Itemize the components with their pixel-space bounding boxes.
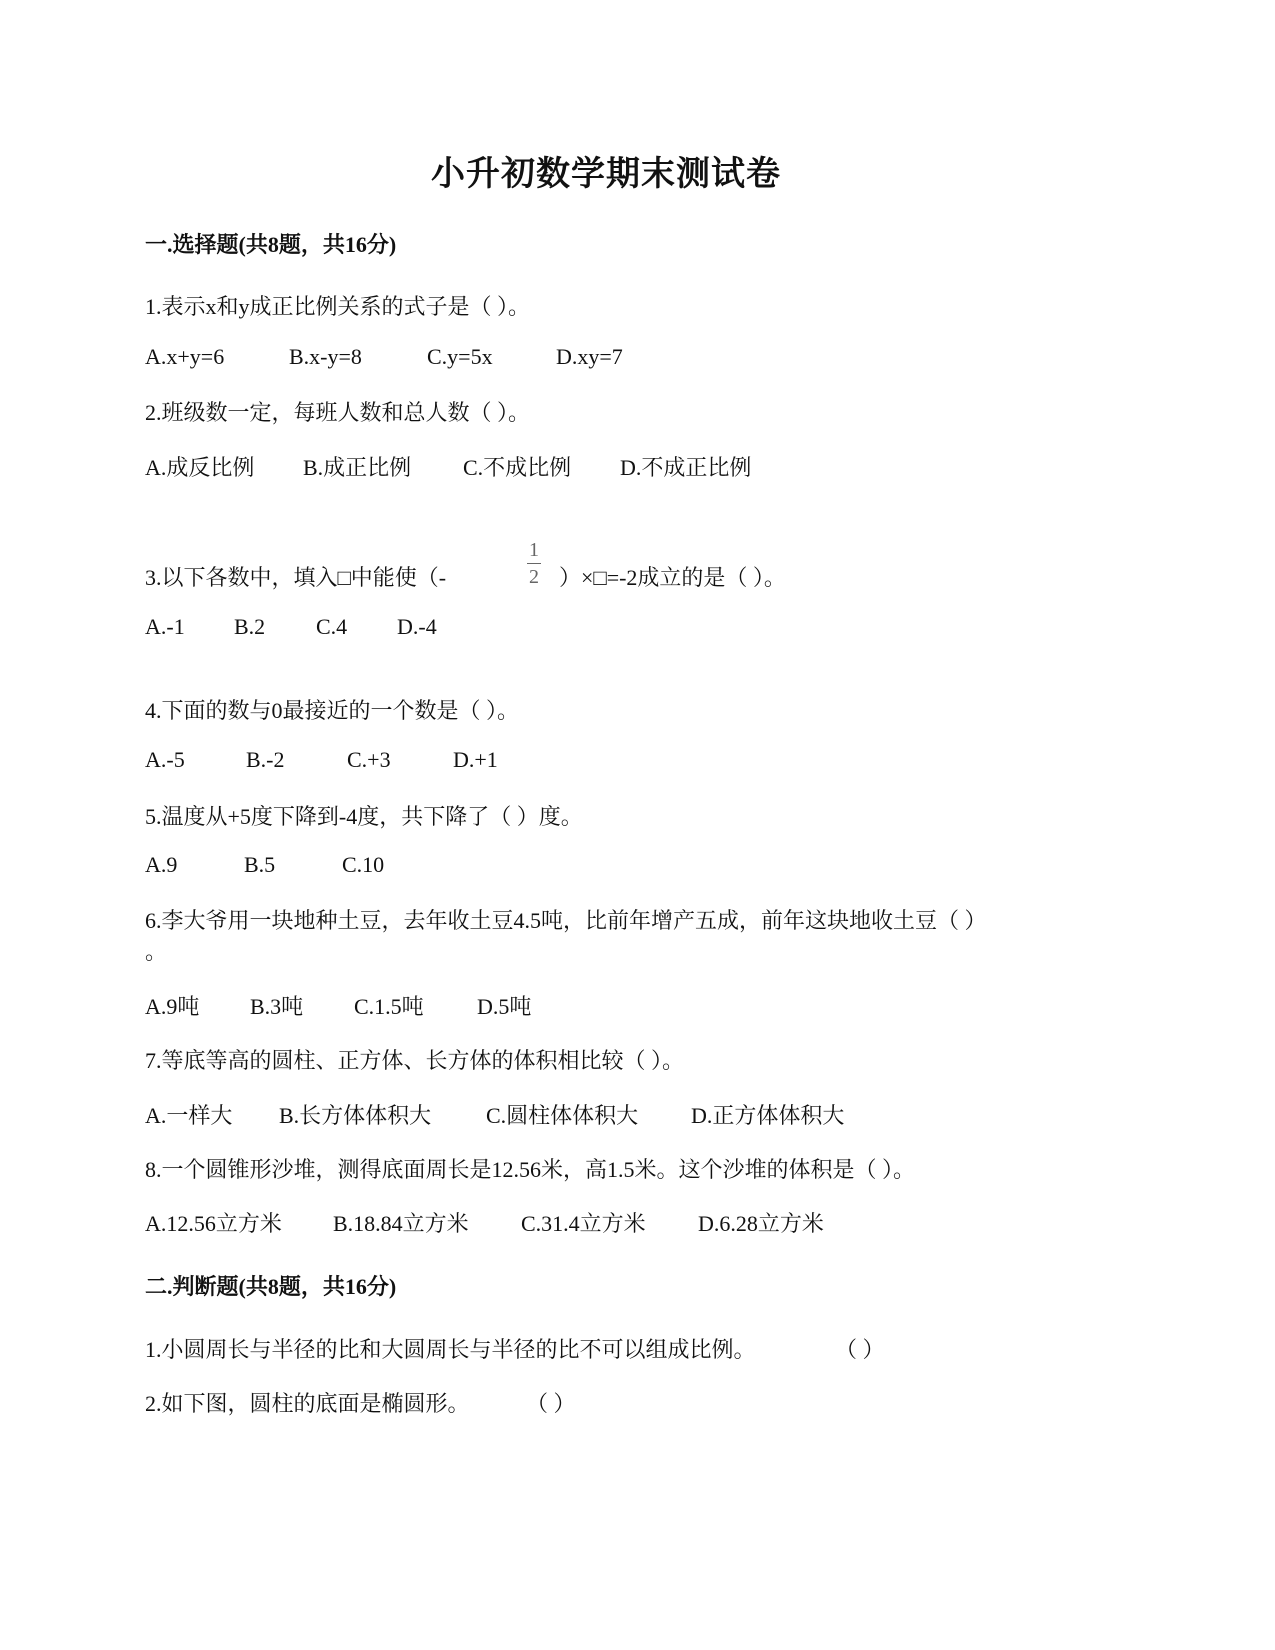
q7-option-a: A.一样大 <box>145 1103 233 1128</box>
q3-option-b: B.2 <box>234 614 266 639</box>
q2-option-d: D.不成正比例 <box>620 455 752 480</box>
fraction-one-half <box>524 540 544 587</box>
q1-option-d: D.xy=7 <box>556 344 623 369</box>
q7-option-d: D.正方体体积大 <box>691 1103 845 1128</box>
question-2: 2.班级数一定，每班人数和总人数（ ）。 <box>145 400 531 425</box>
q5-option-a: A.9 <box>145 852 178 877</box>
q3-option-c: C.4 <box>316 614 348 639</box>
question-3-part2: ）×□=-2成立的是（ ）。 <box>559 565 786 590</box>
judgment-2-blank: （ ） <box>526 1391 576 1416</box>
q1-option-a: A.x+y=6 <box>145 344 225 369</box>
q4-option-d: D.+1 <box>453 747 498 772</box>
question-7: 7.等底等高的圆柱、正方体、长方体的体积相比较（ ）。 <box>145 1048 685 1073</box>
question-5: 5.温度从+5度下降到-4度，共下降了（ ）度。 <box>145 804 583 829</box>
section-heading-choice: 一.选择题(共8题，共16分) <box>145 232 397 257</box>
q2-option-b: B.成正比例 <box>303 455 412 480</box>
question-1: 1.表示x和y成正比例关系的式子是（ ）。 <box>145 294 531 319</box>
q7-option-b: B.长方体体积大 <box>279 1103 432 1128</box>
q3-option-a: A.-1 <box>145 614 185 639</box>
section-heading-judgment: 二.判断题(共8题，共16分) <box>145 1274 397 1299</box>
question-6: 6.李大爷用一块地种土豆，去年收土豆4.5吨，比前年增产五成，前年这块地收土豆（ ） <box>145 908 987 933</box>
q4-option-c: C.+3 <box>347 747 391 772</box>
q3-option-d: D.-4 <box>397 614 437 639</box>
fraction-denominator: 2 <box>529 566 539 588</box>
q6-option-a: A.9吨 <box>145 994 200 1019</box>
question-4: 4.下面的数与0最接近的一个数是（ ）。 <box>145 698 520 723</box>
q6-option-b: B.3吨 <box>250 994 304 1019</box>
q1-option-b: B.x-y=8 <box>289 344 362 369</box>
q1-option-c: C.y=5x <box>427 344 493 369</box>
q2-option-c: C.不成比例 <box>463 455 572 480</box>
question-6-continuation: 。 <box>145 939 168 964</box>
fraction-numerator: 1 <box>529 539 539 561</box>
question-8: 8.一个圆锥形沙堆，测得底面周长是12.56米，高1.5米。这个沙堆的体积是（ ）。 <box>145 1157 916 1182</box>
q6-option-c: C.1.5吨 <box>354 994 424 1019</box>
judgment-1-blank: （ ） <box>835 1337 885 1362</box>
q7-option-c: C.圆柱体体积大 <box>486 1103 639 1128</box>
judgment-1: 1.小圆周长与半径的比和大圆周长与半径的比不可以组成比例。 <box>145 1337 756 1362</box>
q2-option-a: A.成反比例 <box>145 455 255 480</box>
q5-option-b: B.5 <box>244 852 276 877</box>
q8-option-d: D.6.28立方米 <box>698 1211 824 1236</box>
judgment-2: 2.如下图，圆柱的底面是椭圆形。 <box>145 1391 470 1416</box>
q4-option-b: B.-2 <box>246 747 285 772</box>
fraction-bar <box>527 563 541 564</box>
q8-option-b: B.18.84立方米 <box>333 1211 469 1236</box>
q4-option-a: A.-5 <box>145 747 185 772</box>
q8-option-a: A.12.56立方米 <box>145 1211 282 1236</box>
q8-option-c: C.31.4立方米 <box>521 1211 646 1236</box>
q5-option-c: C.10 <box>342 852 385 877</box>
question-3-part1: 3.以下各数中，填入□中能使（- <box>145 565 447 590</box>
page-title: 小升初数学期末测试卷 <box>431 156 781 193</box>
q6-option-d: D.5吨 <box>477 994 532 1019</box>
